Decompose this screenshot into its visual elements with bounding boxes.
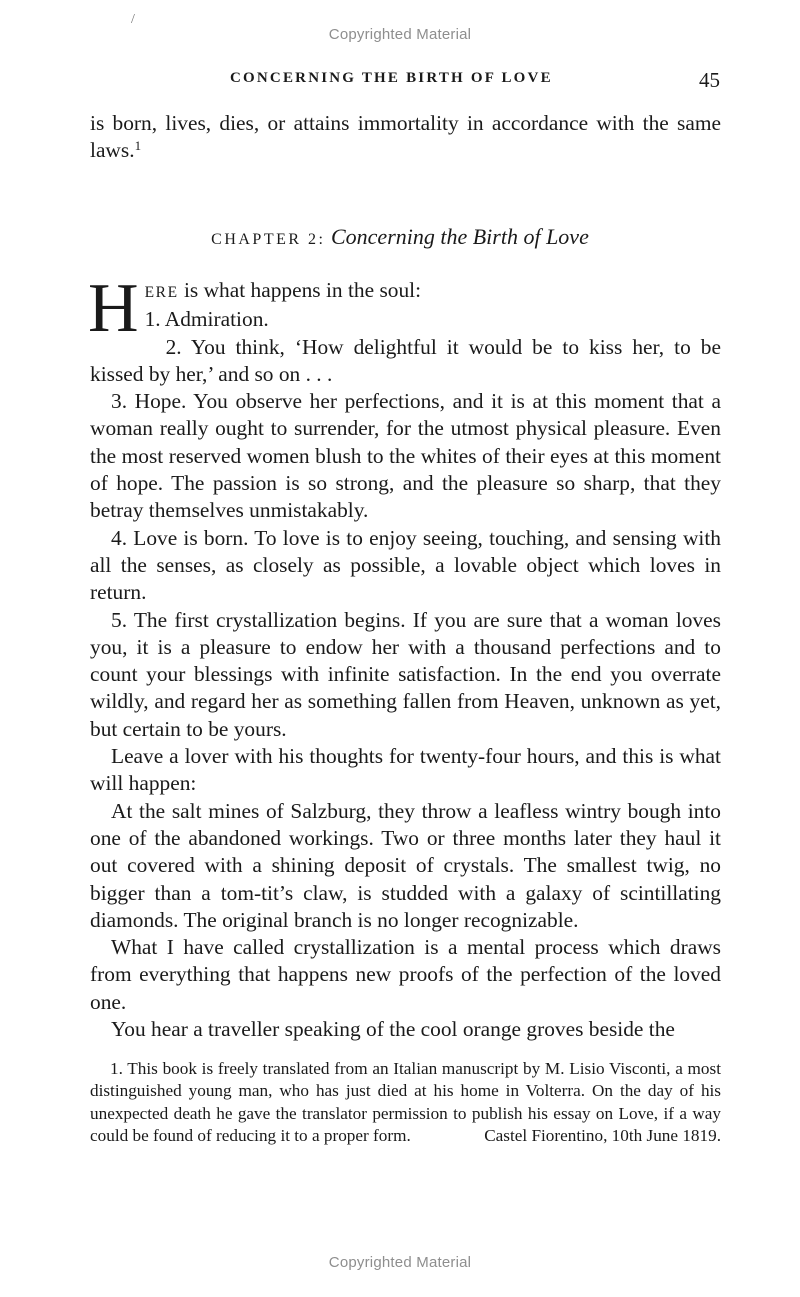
running-title: CONCERNING THE BIRTH OF LOVE [230,70,553,86]
body-paragraph: Leave a lover with his thoughts for twenty-four hours, and this is what will happen: [90,744,721,796]
footnote [90,1058,721,1148]
first-line-text: is what happens in the soul: [178,278,422,302]
chapter-title: Concerning the Birth of Love [330,224,589,249]
first-word-small-caps: ERE [144,284,179,301]
footnote-text: 1. This book is freely translated from an Italian manuscript by M. Lisio Visconti, a most distinguished young man, who has just died at his home in Volterra. On the day of his unexpected death he gave the translator permission to publish his essay on Love, if a way could be found of reducing it to a proper form. [90,1059,721,1146]
body-paragraph: At the salt mines of Salzburg, they throw a leafless wintry bough into one of the abandoned workings. Two or three months later they haul it out covered with a shining deposit of crystals. The smallest twig, no bigger than a tom-tit’s claw, is studded with a galaxy of scintillating diamonds. The original branch is no longer recognizable. [90,798,721,932]
chapter-heading [0,224,800,250]
chapter-body [88,270,721,1043]
body-paragraph: 3. Hope. You observe her perfections, and it is at this moment that a woman really ought to surrender, for the utmost physical pleasure. Even the most reserved women blush to the whites of their eyes at this moment of hope. The passion is so strong, and the pleasure so sharp, that they betray themselves unmistakably. [90,389,721,523]
body-paragraph: What I have called crystallization is a mental process which draws from everything that happens new proofs of the perfection of the loved one. [90,935,721,1014]
opening-text: is born, lives, dies, or attains immortality in accordance with the same laws. [90,111,721,163]
list-item-1: 1. Admiration. [144,307,269,332]
body-paragraph: You hear a traveller speaking of the cool orange groves beside the [111,1017,675,1042]
opening-list-paragraph [88,270,721,347]
body-paragraph: 4. Love is born. To love is to enjoy seeing, touching, and sensing with all the senses, as closely as possible, a lovable object which loves in return. [90,525,721,605]
watermark-top: Copyrighted Material [328,26,472,43]
body-paragraph: 2. You think, ‘How delightful it would be to kiss her, to be kissed by her,’ and so on . . . [90,334,721,386]
watermark-bottom: Copyrighted Material [328,1254,472,1271]
page-number: 45 [699,68,720,92]
footnote-place-date: Castel Fiorentino, 10th June 1819. [484,1126,721,1146]
footnote-reference[interactable]: 1 [134,138,142,154]
drop-cap: H [88,270,139,347]
running-head [90,70,720,94]
opening-paragraph [90,110,721,165]
chapter-label: CHAPTER 2: [211,231,326,248]
body-paragraph: 5. The first crystallization begins. If you are sure that a woman loves you, it is a pleasure to endow her with a thousand perfections and to count your blessings with infinite satisfaction. In the end you overrate wildly, and regard her as something fallen from Heaven, unknown as yet, but certain to be yours. [90,607,721,741]
margin-mark: / [131,12,135,27]
